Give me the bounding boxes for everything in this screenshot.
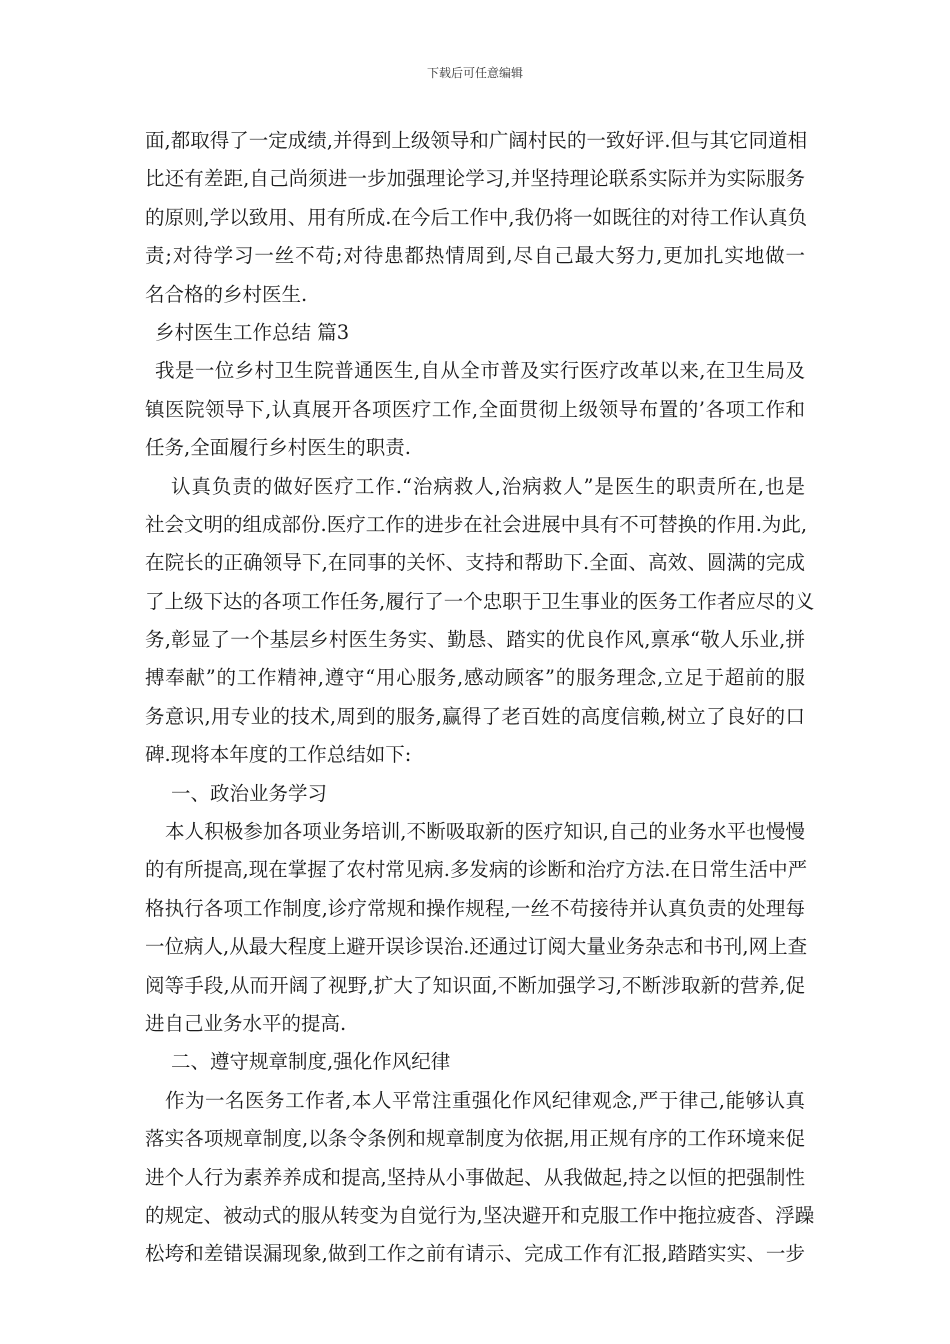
text-line: 务,彰显了一个基层乡村医生务实、勤恳、踏实的优良作风,禀承“敬人乐业,拼 [145, 628, 805, 652]
text-line: 比还有差距,自己尚须进一步加强理论学习,并坚持理论联系实际并为实际服务 [145, 167, 805, 191]
text-line: 镇医院领导下,认真展开各项医疗工作,全面贯彻上级领导布置的’各项工作和 [145, 397, 805, 421]
text-line: 任务,全面履行乡村医生的职责. [145, 436, 411, 460]
text-line: 名合格的乡村医生. [145, 282, 308, 306]
text-line: 的有所提高,现在掌握了农村常见病.多发病的诊断和治疗方法.在日常生活中严 [145, 858, 808, 882]
section-heading: 乡村医生工作总结 篇3 [155, 320, 350, 344]
text-line: 松垮和差错误漏现象,做到工作之前有请示、完成工作有汇报,踏踏实实、一步 [145, 1242, 805, 1266]
text-line: 认真负责的做好医疗工作.“治病救人,治病救人”是医生的职责所在,也是 [171, 474, 805, 498]
section-heading: 二、遵守规章制度,强化作风纪律 [171, 1050, 451, 1074]
text-line: 落实各项规章制度,以条令条例和规章制度为依据,用正规有序的工作环境来促 [145, 1127, 805, 1151]
text-line: 格执行各项工作制度,诊疗常规和操作规程,一丝不苟接待并认真负责的处理每 [145, 896, 805, 920]
text-line: 搏奉献”的工作精神,遵守“用心服务,感动顾客”的服务理念,立足于超前的服 [145, 666, 805, 690]
section-heading: 一、政治业务学习 [171, 781, 328, 805]
text-line: 了上级下达的各项工作任务,履行了一个忠职于卫生事业的医务工作者应尽的义 [145, 589, 815, 613]
text-line: 的原则,学以致用、用有所成.在今后工作中,我仍将一如既往的对待工作认真负 [145, 205, 808, 229]
text-line: 社会文明的组成部份.医疗工作的进步在社会进展中具有不可替换的作用.为此, [145, 512, 808, 536]
text-line: 进自己业务水平的提高. [145, 1011, 347, 1035]
text-line: 务意识,用专业的技术,周到的服务,赢得了老百姓的高度信赖,树立了良好的口 [145, 704, 805, 728]
text-line: 进个人行为素养养成和提高,坚持从小事做起、从我做起,持之以恒的把强制性 [145, 1165, 805, 1189]
text-line: 一位病人,从最大程度上避开误诊误治.还通过订阅大量业务杂志和书刊,网上查 [145, 935, 808, 959]
page-header: 下载后可任意编辑 [426, 66, 523, 80]
text-line: 本人积极参加各项业务培训,不断吸取新的医疗知识,自己的业务水平也慢慢 [165, 820, 805, 844]
text-line: 在院长的正确领导下,在同事的关怀、支持和帮助下.全面、高效、圆满的完成 [145, 551, 805, 575]
text-line: 的规定、被动式的服从转变为自觉行为,坚决避开和克服工作中拖拉疲沓、浮躁 [145, 1203, 815, 1227]
text-line: 责;对待学习一丝不苟;对待患都热情周到,尽自己最大努力,更加扎实地做一 [145, 244, 805, 268]
text-line: 我是一位乡村卫生院普通医生,自从全市普及实行医疗改革以来,在卫生局及 [155, 359, 805, 383]
text-line: 碑.现将本年度的工作总结如下: [145, 743, 412, 767]
document-body [145, 122, 815, 1274]
text-line: 作为一名医务工作者,本人平常注重强化作风纪律观念,严于律己,能够认真 [165, 1088, 805, 1112]
text-line: 阅等手段,从而开阔了视野,扩大了知识面,不断加强学习,不断涉取新的营养,促 [145, 973, 805, 997]
text-line: 面,都取得了一定成绩,并得到上级领导和广阔村民的一致好评.但与其它同道相 [145, 129, 808, 152]
